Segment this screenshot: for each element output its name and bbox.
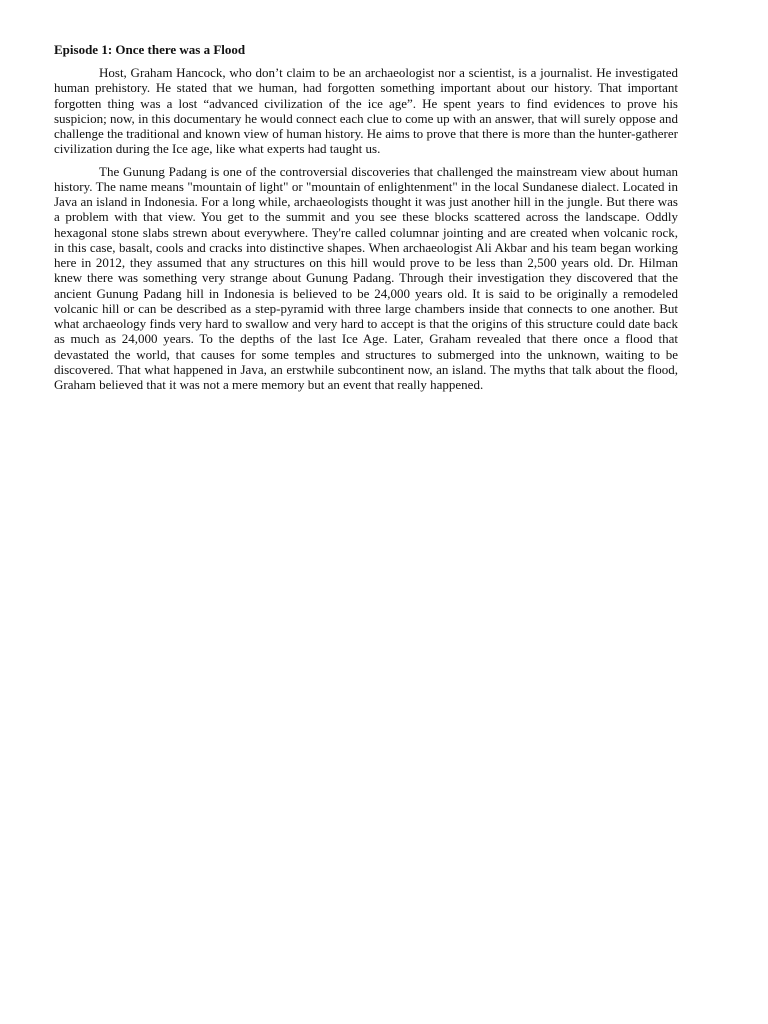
document-title: Episode 1: Once there was a Flood [54, 42, 246, 57]
document-page [54, 42, 678, 399]
paragraph-gunung-padang: The Gunung Padang is one of the controversial discoveries that challenged the mainstream view about human history. The name means "mountain of light" or "mountain of enlightenment" in the local Sundanese dialect. Located in Java an island in Indonesia. For a long while, archaeologists thought it was just another hill in the jungle. But there was a problem with that view. You get to the summit and you see these blocks scattered across the landscape. Oddly hexagonal stone slabs strewn about everywhere. They're called columnar jointing and are created when volcanic rock, in this case, basalt, cools and cracks into distinctive shapes. When archaeologist Ali Akbar and his team began working here in 2012, they assumed that any structures on this hill would prove to be less than 2,500 years old. Dr. Hilman knew there was something very strange about Gunung Padang. Through their investigation they discovered that the ancient Gunung Padang hill in Indonesia is believed to be 24,000 years old. It is said to be originally a remodeled volcanic hill or can be described as a step-pyramid with three large chambers inside that connects to one another. But what archaeology finds very hard to swallow and very hard to accept is that the origins of this structure could date back as much as 24,000 years. To the depths of the last Ice Age. Later, Graham revealed that there once a flood that devastated the world, that causes for some temples and structures to submerged into the unknown, waiting to be discovered. That what happened in Java, an erstwhile subcontinent now, an island. The myths that talk about the flood, Graham believed that it was not a mere memory but an event that really happened. [54, 163, 678, 392]
paragraph-intro: Host, Graham Hancock, who don’t claim to be an archaeologist nor a scientist, is a journalist. He investigated human prehistory. He stated that we human, had forgotten something important about our history. That important forgotten thing was a lost “advanced civilization of the ice age”. He spent years to find evidences to prove his suspicion; now, in this documentary he would connect each clue to come up with an answer, that will surely oppose and challenge the traditional and known view of human history. He aims to prove that there is more than the hunter-gatherer civilization during the Ice age, like what experts had taught us. [54, 65, 678, 157]
